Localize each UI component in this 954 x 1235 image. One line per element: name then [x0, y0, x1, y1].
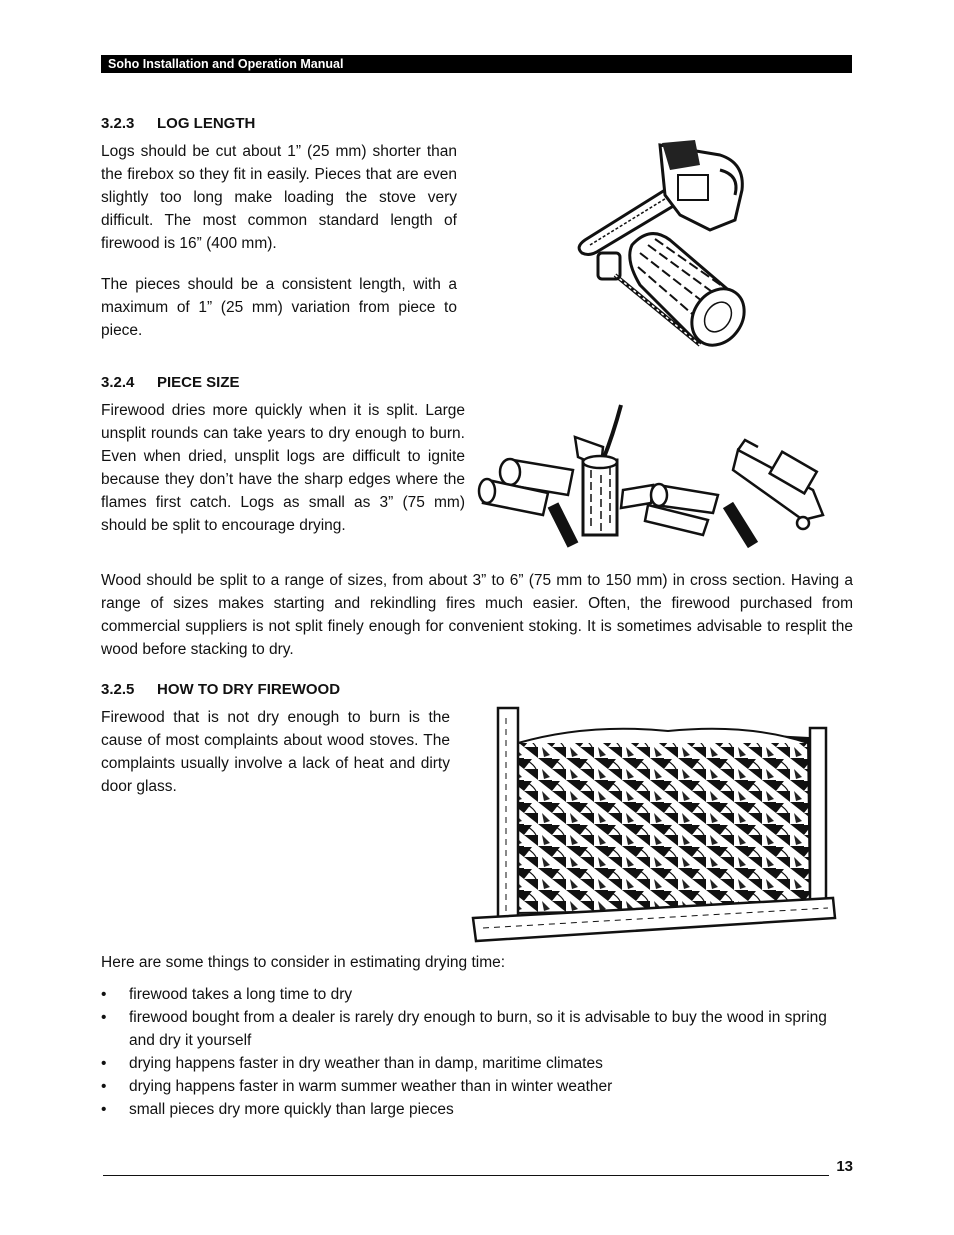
list-item [101, 1006, 853, 1052]
page-number: 13 [836, 1158, 853, 1175]
bullet-marker: • [101, 1101, 107, 1118]
list-item-text: firewood takes a long time to dry [129, 986, 353, 1003]
list-item [101, 983, 853, 1006]
section-number: 3.2.4 [101, 374, 135, 391]
bullet-marker: • [101, 1009, 107, 1026]
section-heading-log-length [101, 115, 255, 132]
list-item-text: firewood bought from a dealer is rarely dry enough to burn, so it is advisable to buy the wood in spring and dry it yourself [129, 1009, 827, 1049]
paragraph: Wood should be split to a range of sizes, from about 3” to 6” (75 mm to 150 mm) in cross section. Having a range of sizes makes starting and rekindling fires much easier. Often, the firewood purchased from commercial suppliers is not split finely enough for convenient stoking. It is sometimes advisable to resplit the wood before stacking to dry. [101, 572, 853, 658]
manual-title: Soho Installation and Operation Manual [108, 57, 344, 71]
log-splitting-illustration [483, 395, 838, 560]
section-heading-piece-size [101, 374, 240, 391]
running-header [101, 55, 852, 73]
section-heading-how-to-dry-firewood [101, 681, 340, 698]
section-number: 3.2.5 [101, 681, 135, 698]
chainsaw-and-log-illustration [570, 135, 750, 355]
section-title: HOW TO DRY FIREWOOD [157, 681, 341, 698]
bullet-marker: • [101, 986, 107, 1003]
bullet-marker: • [101, 1055, 107, 1072]
section-number: 3.2.3 [101, 115, 135, 132]
list-item-text: drying happens faster in warm summer weather than in winter weather [129, 1078, 613, 1095]
paragraph: Here are some things to consider in estimating drying time: [101, 954, 506, 971]
list-item [101, 1075, 853, 1098]
bullet-marker: • [101, 1078, 107, 1095]
paragraph: Firewood that is not dry enough to burn is the cause of most complaints about wood stoves. The complaints usually involve a lack of heat and dirty door glass. [101, 709, 450, 795]
stacked-firewood-illustration [468, 703, 843, 943]
section-title: PIECE SIZE [157, 374, 240, 391]
paragraph: Firewood dries more quickly when it is split. Large unsplit rounds can take years to dry enough to burn. Even when dried, unsplit logs are difficult to ignite because they don’t have the sharp edges where the flames first catch. Logs as small as 3” (75 mm) should be split to encourage drying. [101, 402, 465, 534]
section-title: LOG LENGTH [157, 115, 256, 132]
footer-rule [103, 1175, 829, 1176]
paragraph: The pieces should be a consistent length, with a maximum of 1” (25 mm) variation from piece to piece. [101, 276, 457, 339]
list-item [101, 1098, 853, 1121]
paragraph: Logs should be cut about 1” (25 mm) shorter than the firebox so they fit in easily. Pieces that are even slightly too long make loading the stove very difficult. The most common standard length of firewood is 16” (400 mm). [101, 143, 457, 252]
list-item [101, 1052, 853, 1075]
drying-considerations-list [101, 983, 853, 1121]
list-item-text: small pieces dry more quickly than large pieces [129, 1101, 454, 1118]
list-item-text: drying happens faster in dry weather than in damp, maritime climates [129, 1055, 603, 1072]
